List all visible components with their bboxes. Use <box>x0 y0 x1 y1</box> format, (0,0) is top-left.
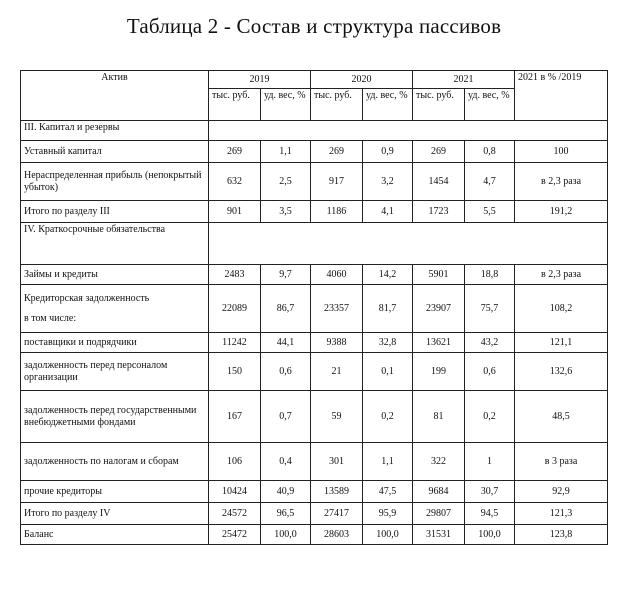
value-cell: 100,0 <box>363 525 413 545</box>
value-cell: 31531 <box>413 525 465 545</box>
header-year-2019: 2019 <box>209 71 311 89</box>
value-cell: 121,3 <box>515 503 608 525</box>
value-cell: 199 <box>413 353 465 391</box>
value-cell: 27417 <box>311 503 363 525</box>
value-cell: 123,8 <box>515 525 608 545</box>
row-label <box>21 141 209 163</box>
value-cell: 1186 <box>311 201 363 223</box>
table-row <box>21 503 608 525</box>
value-cell: 13621 <box>413 333 465 353</box>
value-cell: 0,7 <box>261 391 311 443</box>
value-cell: 0,6 <box>465 353 515 391</box>
value-cell: 5901 <box>413 265 465 285</box>
row-label-text: Нераспределенная прибыль (непокрытый убыток) <box>24 169 202 193</box>
value-cell: 59 <box>311 391 363 443</box>
row-label <box>21 333 209 353</box>
page-title: Таблица 2 - Состав и структура пассивов <box>126 14 502 38</box>
value-cell: 121,1 <box>515 333 608 353</box>
row-label <box>21 391 209 443</box>
row-label-text: III. Капитал и резервы <box>24 122 120 133</box>
value-cell: 14,2 <box>363 265 413 285</box>
value-cell: 1,1 <box>261 141 311 163</box>
value-cell: 28603 <box>311 525 363 545</box>
value-cell: 2483 <box>209 265 261 285</box>
table-row <box>21 223 608 265</box>
value-cell: 32,8 <box>363 333 413 353</box>
table-row <box>21 141 608 163</box>
row-label-text: Займы и кредиты <box>24 268 98 280</box>
value-cell: 901 <box>209 201 261 223</box>
value-cell: 48,5 <box>515 391 608 443</box>
value-cell: 24572 <box>209 503 261 525</box>
value-cell: 21 <box>311 353 363 391</box>
row-label-text: Баланс <box>24 528 54 540</box>
value-cell: 150 <box>209 353 261 391</box>
value-cell: 269 <box>209 141 261 163</box>
row-label-text: задолженность перед государственными внебюджетными фондами <box>24 404 197 428</box>
value-cell: 0,2 <box>465 391 515 443</box>
header-unit: тыс. руб. <box>413 89 465 121</box>
value-cell: 29807 <box>413 503 465 525</box>
value-cell: 86,7 <box>261 285 311 333</box>
row-label-text: задолженность перед персоналом организации <box>24 359 168 383</box>
value-cell: 269 <box>311 141 363 163</box>
value-cell: 92,9 <box>515 481 608 503</box>
value-cell: 191,2 <box>515 201 608 223</box>
row-label-text: поставщики и подрядчики <box>24 336 137 348</box>
value-cell: 75,7 <box>465 285 515 333</box>
value-cell: 22089 <box>209 285 261 333</box>
row-label <box>21 163 209 201</box>
value-cell: 25472 <box>209 525 261 545</box>
value-cell: 269 <box>413 141 465 163</box>
value-cell: в 2,3 раза <box>515 265 608 285</box>
row-label <box>21 121 209 141</box>
value-cell: 43,2 <box>465 333 515 353</box>
header-unit: тыс. руб. <box>311 89 363 121</box>
row-label <box>21 265 209 285</box>
value-cell: 5,5 <box>465 201 515 223</box>
value-cell: 167 <box>209 391 261 443</box>
section-empty-cell <box>209 121 608 141</box>
value-cell: 100 <box>515 141 608 163</box>
value-cell: 917 <box>311 163 363 201</box>
value-cell: 322 <box>413 443 465 481</box>
table-row <box>21 333 608 353</box>
value-cell: 0,1 <box>363 353 413 391</box>
value-cell: 2,5 <box>261 163 311 201</box>
value-cell: в 3 раза <box>515 443 608 481</box>
value-cell: 632 <box>209 163 261 201</box>
row-label-text: задолженность по налогам и сборам <box>24 455 179 467</box>
value-cell: 23357 <box>311 285 363 333</box>
value-cell: 106 <box>209 443 261 481</box>
table-row <box>21 481 608 503</box>
value-cell: 100,0 <box>465 525 515 545</box>
value-cell: 94,5 <box>465 503 515 525</box>
table-row <box>21 353 608 391</box>
value-cell: 4,7 <box>465 163 515 201</box>
row-label-text: Кредиторская задолженность <box>24 292 150 304</box>
table-row <box>21 163 608 201</box>
value-cell: 9,7 <box>261 265 311 285</box>
value-cell: 9388 <box>311 333 363 353</box>
liabilities-table <box>20 70 608 545</box>
value-cell: 4,1 <box>363 201 413 223</box>
row-sublabel: в том числе: <box>24 312 77 324</box>
value-cell: 3,2 <box>363 163 413 201</box>
value-cell: в 2,3 раза <box>515 163 608 201</box>
value-cell: 0,8 <box>465 141 515 163</box>
value-cell: 0,4 <box>261 443 311 481</box>
value-cell: 0,2 <box>363 391 413 443</box>
row-label <box>21 285 209 333</box>
header-year-2021: 2021 <box>413 71 515 89</box>
value-cell: 9684 <box>413 481 465 503</box>
value-cell: 10424 <box>209 481 261 503</box>
value-cell: 1,1 <box>363 443 413 481</box>
value-cell: 3,5 <box>261 201 311 223</box>
value-cell: 96,5 <box>261 503 311 525</box>
section-empty-cell <box>209 223 608 265</box>
value-cell: 18,8 <box>465 265 515 285</box>
header-active: Актив <box>21 71 209 121</box>
value-cell: 47,5 <box>363 481 413 503</box>
value-cell: 30,7 <box>465 481 515 503</box>
value-cell: 301 <box>311 443 363 481</box>
value-cell: 108,2 <box>515 285 608 333</box>
row-label-text: прочие кредиторы <box>24 485 102 497</box>
row-label <box>21 201 209 223</box>
table-row <box>21 525 608 545</box>
table-row <box>21 443 608 481</box>
row-label-text: IV. Краткосрочные обязательства <box>24 224 166 235</box>
value-cell: 0,9 <box>363 141 413 163</box>
row-label-text: Уставный капитал <box>24 145 102 157</box>
value-cell: 40,9 <box>261 481 311 503</box>
header-unit: уд. вес, % <box>261 89 311 121</box>
value-cell: 13589 <box>311 481 363 503</box>
row-label-text: Итого по разделу IV <box>24 507 111 519</box>
value-cell: 1723 <box>413 201 465 223</box>
row-label <box>21 353 209 391</box>
value-cell: 132,6 <box>515 353 608 391</box>
value-cell: 1454 <box>413 163 465 201</box>
row-label <box>21 223 209 265</box>
value-cell: 95,9 <box>363 503 413 525</box>
row-label <box>21 525 209 545</box>
header-unit: тыс. руб. <box>209 89 261 121</box>
value-cell: 81,7 <box>363 285 413 333</box>
value-cell: 23907 <box>413 285 465 333</box>
header-unit: уд. вес, % <box>465 89 515 121</box>
header-unit: уд. вес, % <box>363 89 413 121</box>
row-label <box>21 503 209 525</box>
value-cell: 1 <box>465 443 515 481</box>
row-label-text: Итого по разделу III <box>24 205 110 217</box>
table-row <box>21 121 608 141</box>
table-row <box>21 265 608 285</box>
value-cell: 100,0 <box>261 525 311 545</box>
table-row <box>21 285 608 333</box>
row-label <box>21 481 209 503</box>
table-row <box>21 201 608 223</box>
value-cell: 0,6 <box>261 353 311 391</box>
value-cell: 11242 <box>209 333 261 353</box>
value-cell: 4060 <box>311 265 363 285</box>
header-ratio: 2021 в % /2019 <box>515 71 608 121</box>
value-cell: 81 <box>413 391 465 443</box>
header-year-2020: 2020 <box>311 71 413 89</box>
value-cell: 44,1 <box>261 333 311 353</box>
row-label <box>21 443 209 481</box>
table-row <box>21 391 608 443</box>
